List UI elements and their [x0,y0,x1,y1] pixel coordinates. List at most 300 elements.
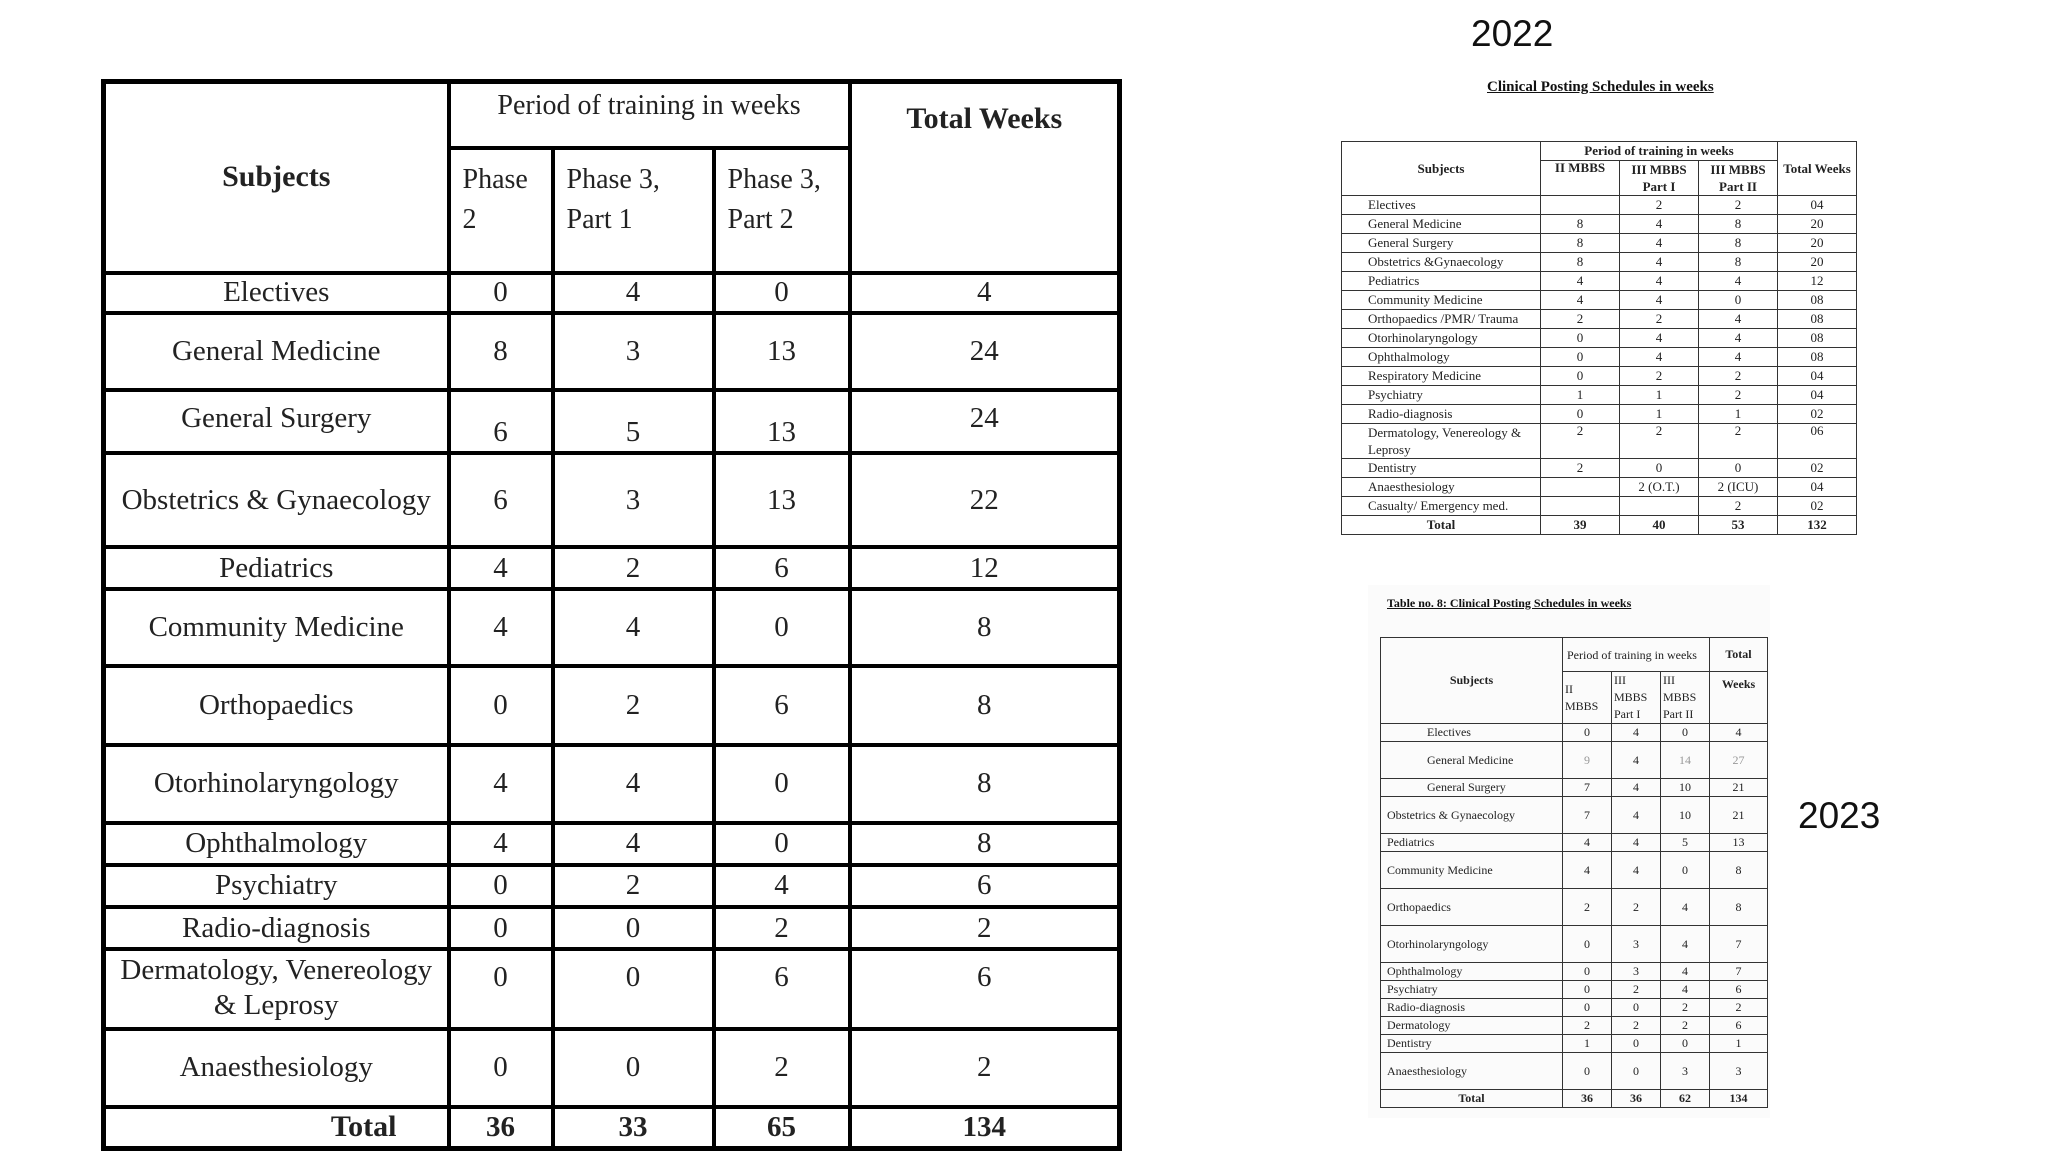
year-label-2022: 2022 [1471,13,1554,54]
value-cell: 0 [553,949,714,1029]
value-cell: 2 [1563,1017,1612,1035]
value-cell: 4 [1541,272,1620,291]
value-cell: 0 [449,1029,553,1106]
subject-cell: Pediatrics [1381,834,1563,852]
total-label: Total [1342,516,1541,535]
total-cell: 04 [1778,386,1857,405]
value-cell: 0 [714,745,850,823]
total-value: 53 [1699,516,1778,535]
value-cell: 2 [1563,889,1612,926]
table-row [1381,999,1768,1017]
table-row [1381,852,1768,889]
table-row [104,666,1120,744]
value-cell: 4 [1661,889,1710,926]
total-cell: 2 [850,907,1120,949]
value-cell: 0 [1563,926,1612,963]
header-period: Period of training in weeks [449,82,850,148]
value-cell: 8 [1541,234,1620,253]
total-cell: 7 [1710,926,1768,963]
subject-cell: Psychiatry [1342,386,1541,405]
subject-cell: Dermatology, Venereology & Leprosy [104,949,449,1029]
total-value: 33 [553,1107,714,1149]
header-period: Period of training in weeks [1541,142,1778,161]
total-cell: 08 [1778,329,1857,348]
value-cell: 0 [1612,1035,1661,1053]
value-cell: 2 [1699,497,1778,516]
value-cell: 1 [1699,405,1778,424]
value-cell: 2 [1620,424,1699,459]
value-cell: 3 [1612,963,1661,981]
table-row [1381,834,1768,852]
subject-cell: Dentistry [1342,459,1541,478]
table-row [104,745,1120,823]
total-cell: 04 [1778,367,1857,386]
value-cell: 13 [714,453,850,547]
total-cell: 8 [850,823,1120,865]
table-row [1342,367,1857,386]
total-value: 36 [449,1107,553,1149]
total-cell: 08 [1778,348,1857,367]
value-cell: 8 [1699,234,1778,253]
grand-total-value: 132 [1778,516,1857,535]
table-row [1342,234,1857,253]
table-row [1342,424,1857,459]
value-cell: 2 (ICU) [1699,478,1778,497]
value-cell: 8 [449,313,553,390]
value-cell: 6 [449,390,553,453]
total-value: 36 [1612,1090,1661,1108]
value-cell: 4 [553,823,714,865]
value-cell: 0 [1541,329,1620,348]
total-cell: 04 [1778,196,1857,215]
total-cell: 06 [1778,424,1857,459]
value-cell: 2 [553,865,714,907]
subject-cell: Anaesthesiology [104,1029,449,1106]
subject-cell: Psychiatry [104,865,449,907]
total-cell: 6 [1710,1017,1768,1035]
value-cell: 0 [1563,999,1612,1017]
value-cell: 0 [714,823,850,865]
total-cell: 02 [1778,459,1857,478]
value-cell: 4 [449,547,553,589]
value-cell: 4 [1563,852,1612,889]
value-cell: 4 [1620,253,1699,272]
table-row [104,453,1120,547]
subject-cell: Respiratory Medicine [1342,367,1541,386]
year-label-2023: 2023 [1798,795,1881,836]
value-cell: 0 [1563,1053,1612,1090]
subject-cell: General Surgery [104,390,449,453]
value-cell: 8 [1699,215,1778,234]
header-period: Period of training in weeks [1563,638,1710,672]
header-ii-mbbs: II MBBS [1563,672,1612,724]
value-cell: 0 [1699,459,1778,478]
value-cell: 6 [714,547,850,589]
subject-cell: Anaesthesiology [1342,478,1541,497]
table-row [1342,291,1857,310]
total-cell: 22 [850,453,1120,547]
value-cell: 4 [1612,724,1661,742]
table-row [1381,779,1768,797]
value-cell: 4 [553,589,714,666]
subject-cell: General Surgery [1342,234,1541,253]
header-subjects: Subjects [1342,142,1541,196]
value-cell: 1 [1541,386,1620,405]
header-iii-mbbs-part-i: III MBBS Part I [1620,161,1699,196]
total-cell: 08 [1778,291,1857,310]
subject-cell: Otorhinolaryngology [104,745,449,823]
total-label: Total [104,1107,449,1149]
subject-cell: General Medicine [1342,215,1541,234]
table-row [1381,1053,1768,1090]
value-cell: 4 [449,745,553,823]
value-cell: 4 [1620,291,1699,310]
total-value: 36 [1563,1090,1612,1108]
table-row [104,589,1120,666]
total-cell: 21 [1710,797,1768,834]
value-cell: 4 [1612,797,1661,834]
subject-cell: Dermatology, Venereology & Leprosy [1342,424,1541,459]
total-cell: 8 [850,745,1120,823]
value-cell: 3 [1661,1053,1710,1090]
value-cell: 0 [1612,1053,1661,1090]
subject-cell: Orthopaedics [1381,889,1563,926]
value-cell: 4 [1612,852,1661,889]
value-cell: 0 [1541,367,1620,386]
table-row [1342,196,1857,215]
value-cell: 0 [714,273,850,313]
total-cell: 02 [1778,405,1857,424]
subject-cell: Radio-diagnosis [1381,999,1563,1017]
subject-cell: Ophthalmology [1381,963,1563,981]
value-cell: 2 [1661,1017,1710,1035]
subject-cell: Electives [1342,196,1541,215]
table-row [104,313,1120,390]
total-cell: 6 [850,949,1120,1029]
value-cell: 4 [1661,926,1710,963]
value-cell: 4 [1541,291,1620,310]
value-cell [1541,478,1620,497]
value-cell: 1 [1563,1035,1612,1053]
value-cell: 2 [1612,981,1661,999]
value-cell: 5 [553,390,714,453]
total-cell: 6 [850,865,1120,907]
total-cell: 4 [850,273,1120,313]
header-subjects: Subjects [104,82,449,273]
total-cell: 1 [1710,1035,1768,1053]
subject-cell: Otorhinolaryngology [1381,926,1563,963]
table-row [1342,253,1857,272]
value-cell [1620,497,1699,516]
value-cell: 4 [1699,329,1778,348]
caption-2022: Clinical Posting Schedules in weeks [1487,79,1714,95]
value-cell: 0 [1563,724,1612,742]
table-row [1342,329,1857,348]
table-row [1342,459,1857,478]
total-value: 62 [1661,1090,1710,1108]
total-cell: 8 [1710,889,1768,926]
value-cell [1541,497,1620,516]
value-cell: 0 [553,1029,714,1106]
table-row [1381,981,1768,999]
total-cell: 20 [1778,253,1857,272]
table-row [104,273,1120,313]
header-total-weeks: Total Weeks [1778,142,1857,196]
value-cell: 2 [1620,310,1699,329]
value-cell: 0 [449,949,553,1029]
total-cell: 6 [1710,981,1768,999]
value-cell: 0 [553,907,714,949]
value-cell: 2 [1541,310,1620,329]
value-cell: 2 [1612,1017,1661,1035]
value-cell: 3 [553,453,714,547]
main-schedule-table [101,79,1122,1151]
total-cell: 8 [850,589,1120,666]
value-cell: 2 [1620,367,1699,386]
subject-cell: Casualty/ Emergency med. [1342,497,1541,516]
caption-2023: Table no. 8: Clinical Posting Schedules in weeks [1387,596,1632,610]
value-cell: 0 [449,865,553,907]
total-cell: 02 [1778,497,1857,516]
total-cell: 24 [850,313,1120,390]
header-iii-mbbs-part-i: III MBBS Part I [1612,672,1661,724]
value-cell: 0 [1620,459,1699,478]
total-cell: 12 [850,547,1120,589]
value-cell: 1 [1620,386,1699,405]
total-cell: 2 [850,1029,1120,1106]
subject-cell: Dermatology [1381,1017,1563,1035]
total-cell: 21 [1710,779,1768,797]
value-cell: 0 [714,589,850,666]
subject-cell: Dentistry [1381,1035,1563,1053]
table-row [1342,405,1857,424]
total-cell: 13 [1710,834,1768,852]
total-row [1342,516,1857,535]
subject-cell: Radio-diagnosis [1342,405,1541,424]
value-cell: 4 [1612,834,1661,852]
value-cell: 8 [1699,253,1778,272]
value-cell: 4 [449,823,553,865]
value-cell: 2 [1612,889,1661,926]
value-cell: 6 [714,949,850,1029]
total-cell: 20 [1778,215,1857,234]
subject-cell: General Medicine [1381,742,1563,779]
value-cell: 3 [553,313,714,390]
table-row [104,949,1120,1029]
subject-cell: Pediatrics [1342,272,1541,291]
value-cell: 6 [714,666,850,744]
value-cell: 2 [1699,196,1778,215]
subject-cell: Psychiatry [1381,981,1563,999]
header-ii-mbbs: II MBBS [1541,161,1620,196]
schedule-table-2023 [1380,637,1768,1108]
value-cell: 13 [714,390,850,453]
value-cell: 4 [1620,215,1699,234]
value-cell: 13 [714,313,850,390]
table-row [1381,889,1768,926]
total-row [104,1107,1120,1149]
table-row [1381,724,1768,742]
total-cell: 7 [1710,963,1768,981]
value-cell: 10 [1661,779,1710,797]
value-cell: 14 [1661,742,1710,779]
value-cell: 4 [553,745,714,823]
value-cell: 8 [1541,253,1620,272]
value-cell: 2 [1661,999,1710,1017]
subject-cell: Anaesthesiology [1381,1053,1563,1090]
value-cell: 2 [714,1029,850,1106]
total-cell: 08 [1778,310,1857,329]
value-cell: 0 [1661,852,1710,889]
subject-cell: Pediatrics [104,547,449,589]
value-cell: 4 [1620,329,1699,348]
value-cell: 4 [1612,742,1661,779]
table-row [104,547,1120,589]
value-cell: 0 [1699,291,1778,310]
subject-cell: Obstetrics & Gynaecology [104,453,449,547]
header-total-weeks: Total Weeks [850,82,1120,273]
total-label: Total [1381,1090,1563,1108]
table-row [1381,926,1768,963]
total-cell: 3 [1710,1053,1768,1090]
table-row [1342,386,1857,405]
main-schedule-table-container [101,79,1117,1151]
value-cell: 1 [1620,405,1699,424]
subject-cell: Ophthalmology [104,823,449,865]
grand-total-value: 134 [850,1107,1120,1149]
value-cell: 0 [1563,981,1612,999]
table-row [104,823,1120,865]
header-phase-3-part-2: Phase 3, Part 2 [714,148,850,273]
value-cell: 4 [553,273,714,313]
table-row [1342,348,1857,367]
value-cell: 0 [1612,999,1661,1017]
subject-cell: General Surgery [1381,779,1563,797]
table-row [1342,478,1857,497]
subject-cell: Ophthalmology [1342,348,1541,367]
value-cell: 4 [1699,272,1778,291]
value-cell: 3 [1612,926,1661,963]
value-cell: 4 [1699,348,1778,367]
table-row [1381,963,1768,981]
value-cell: 4 [1661,981,1710,999]
value-cell: 0 [1661,1035,1710,1053]
value-cell: 2 [1699,367,1778,386]
total-value: 39 [1541,516,1620,535]
value-cell: 0 [1541,405,1620,424]
table-row [1342,310,1857,329]
subject-cell: Otorhinolaryngology [1342,329,1541,348]
header-weeks: Weeks [1710,672,1768,724]
table-row [1381,1035,1768,1053]
header-phase-2: Phase 2 [449,148,553,273]
subject-cell: Community Medicine [1342,291,1541,310]
value-cell: 0 [1541,348,1620,367]
header-total: Total [1710,638,1768,672]
total-cell: 4 [1710,724,1768,742]
value-cell: 4 [449,589,553,666]
table-row [1342,497,1857,516]
header-iii-mbbs-part-ii: III MBBS Part II [1661,672,1710,724]
value-cell: 2 [553,547,714,589]
total-cell: 2 [1710,999,1768,1017]
table-row [1381,742,1768,779]
header-subjects: Subjects [1381,638,1563,724]
value-cell: 0 [449,666,553,744]
total-cell: 24 [850,390,1120,453]
subject-cell: Orthopaedics [104,666,449,744]
total-value: 65 [714,1107,850,1149]
value-cell: 0 [449,273,553,313]
table-row [1381,1017,1768,1035]
total-row [1381,1090,1768,1108]
subject-cell: Obstetrics & Gynaecology [1381,797,1563,834]
total-cell: 20 [1778,234,1857,253]
value-cell: 4 [1699,310,1778,329]
subject-cell: General Medicine [104,313,449,390]
value-cell: 10 [1661,797,1710,834]
value-cell: 4 [1563,834,1612,852]
value-cell: 0 [449,907,553,949]
main-table-body [104,273,1120,1107]
table-row [104,1029,1120,1106]
header-iii-mbbs-part-ii: III MBBS Part II [1699,161,1778,196]
subject-cell: Obstetrics &Gynaecology [1342,253,1541,272]
grand-total-value: 134 [1710,1090,1768,1108]
value-cell: 2 [1620,196,1699,215]
total-cell: 04 [1778,478,1857,497]
value-cell: 0 [1661,724,1710,742]
value-cell: 2 [1541,424,1620,459]
table-row [1342,272,1857,291]
value-cell: 6 [449,453,553,547]
value-cell: 5 [1661,834,1710,852]
value-cell: 4 [1620,348,1699,367]
value-cell: 2 [1699,386,1778,405]
total-cell: 8 [1710,852,1768,889]
value-cell: 4 [1661,963,1710,981]
table-row [104,907,1120,949]
table-row [104,390,1120,453]
value-cell: 4 [1620,234,1699,253]
value-cell: 0 [1563,963,1612,981]
total-cell: 12 [1778,272,1857,291]
total-cell: 27 [1710,742,1768,779]
subject-cell: Community Medicine [104,589,449,666]
value-cell: 2 (O.T.) [1620,478,1699,497]
subject-cell: Electives [1381,724,1563,742]
value-cell: 4 [1612,779,1661,797]
subject-cell: Community Medicine [1381,852,1563,889]
value-cell: 2 [1699,424,1778,459]
value-cell [1541,196,1620,215]
table-row [1342,215,1857,234]
table-row [104,865,1120,907]
value-cell: 2 [1541,459,1620,478]
value-cell: 8 [1541,215,1620,234]
value-cell: 7 [1563,797,1612,834]
table-row [1381,797,1768,834]
value-cell: 9 [1563,742,1612,779]
value-cell: 2 [553,666,714,744]
subject-cell: Radio-diagnosis [104,907,449,949]
subject-cell: Orthopaedics /PMR/ Trauma [1342,310,1541,329]
value-cell: 7 [1563,779,1612,797]
total-value: 40 [1620,516,1699,535]
schedule-table-2022 [1341,141,1857,535]
total-cell: 8 [850,666,1120,744]
value-cell: 4 [1620,272,1699,291]
